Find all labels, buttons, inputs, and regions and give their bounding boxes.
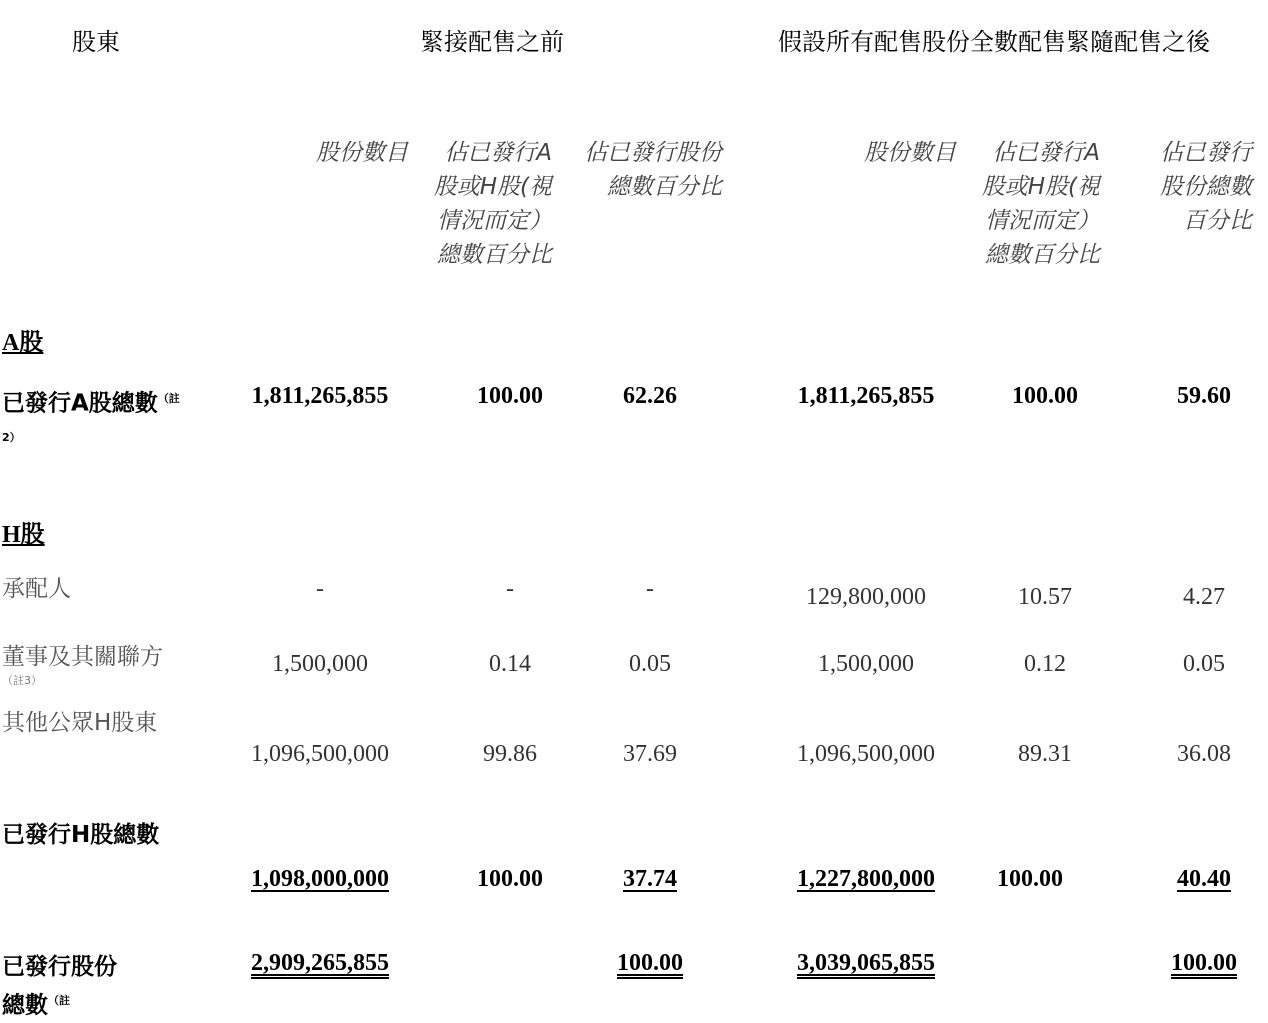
cell-h-total-before-shares [230,866,410,893]
section-a-shares: A股 [2,330,44,356]
cell-grand-total-before-pct-total [590,950,710,977]
subheader-after-shares: 股份數目 [864,140,956,166]
cell-h-total-after-pct-total [1140,866,1268,893]
header-shareholder: 股東 [72,28,120,56]
cell-h-total-after-shares [776,866,956,893]
cell-a-total-before-pct-class: 100.00 [477,383,543,409]
cell-h-total-before-pct-total [590,866,710,893]
cell-directors-after-pct-total: 0.05 [1183,651,1225,677]
cell-h-total-before-pct-class: 100.00 [477,866,543,892]
cell-value: 3,039,065,855 [797,950,935,976]
cell-value: 37.74 [623,866,677,892]
cell-placee-before-pct-total: - [646,576,654,602]
cell-value: 2,909,265,855 [251,950,389,976]
cell-directors-before-shares: 1,500,000 [272,651,368,677]
cell-public-h-before-pct-total: 37.69 [623,741,677,767]
cell-public-h-after-shares: 1,096,500,000 [797,741,935,767]
row-label-a-total [2,382,182,459]
note-ref: （註2） [2,392,180,444]
cell-a-total-before-shares: 1,811,265,855 [251,383,389,409]
subheader-before-shares: 股份數目 [316,140,408,166]
row-label-text: 已發行股份總數 [2,954,117,1019]
cell-public-h-before-pct-class: 99.86 [483,741,537,767]
header-after-placing: 假設所有配售股份全數配售緊隨配售之後 [778,28,1210,56]
cell-value: 1,227,800,000 [797,866,935,892]
subheader-before-pct-class: 佔已發行A股或H股(視情況而定）總數百分比 [433,140,552,268]
cell-placee-before-pct-class: - [506,576,514,602]
cell-a-total-before-pct-total: 62.26 [623,383,677,409]
cell-a-total-after-shares: 1,811,265,855 [797,383,935,409]
note-ref: （註3） [2,674,42,687]
cell-grand-total-after-pct-total [1140,950,1268,977]
cell-public-h-after-pct-total: 36.08 [1177,741,1231,767]
row-label-placee: 承配人 [2,576,71,602]
cell-placee-before-shares: - [316,576,324,602]
cell-placee-after-pct-total: 4.27 [1183,584,1225,610]
cell-a-total-after-pct-total: 59.60 [1177,383,1231,409]
cell-directors-after-pct-class: 0.12 [1024,651,1066,677]
cell-value: 40.40 [1177,866,1231,892]
cell-directors-after-shares: 1,500,000 [818,651,914,677]
row-label-h-total: 已發行H股總數 [2,822,160,848]
subheader-after-pct-class: 佔已發行A股或H股(視情況而定）總數百分比 [981,140,1100,268]
cell-directors-before-pct-class: 0.14 [489,651,531,677]
header-before-placing: 緊接配售之前 [420,28,564,56]
cell-grand-total-before-shares [230,950,410,977]
subheader-before-pct-total: 佔已發行股份總數百分比 [584,140,722,200]
row-label-public-h: 其他公眾H股東 [2,710,158,736]
subheader-after-pct-total: 佔已發行股份總數百分比 [1160,140,1252,234]
row-label-text: 董事及其關聯方 [2,644,163,670]
cell-public-h-before-shares: 1,096,500,000 [251,741,389,767]
cell-placee-after-pct-class: 10.57 [1018,584,1072,610]
cell-public-h-after-pct-class: 89.31 [1018,741,1072,767]
cell-placee-after-shares: 129,800,000 [806,584,926,610]
cell-grand-total-after-shares [776,950,956,977]
row-label-directors [2,640,202,708]
cell-h-total-after-pct-class: 100.00 [997,866,1063,892]
cell-value: 100.00 [617,950,683,976]
cell-value: 100.00 [1171,950,1237,976]
cell-directors-before-pct-total: 0.05 [629,651,671,677]
row-label-text: 已發行A股總數 [2,390,158,417]
cell-a-total-after-pct-class: 100.00 [1012,383,1078,409]
cell-value: 1,098,000,000 [251,866,389,892]
note-ref: （註 [48,994,70,1007]
section-h-shares: H股 [2,522,45,548]
